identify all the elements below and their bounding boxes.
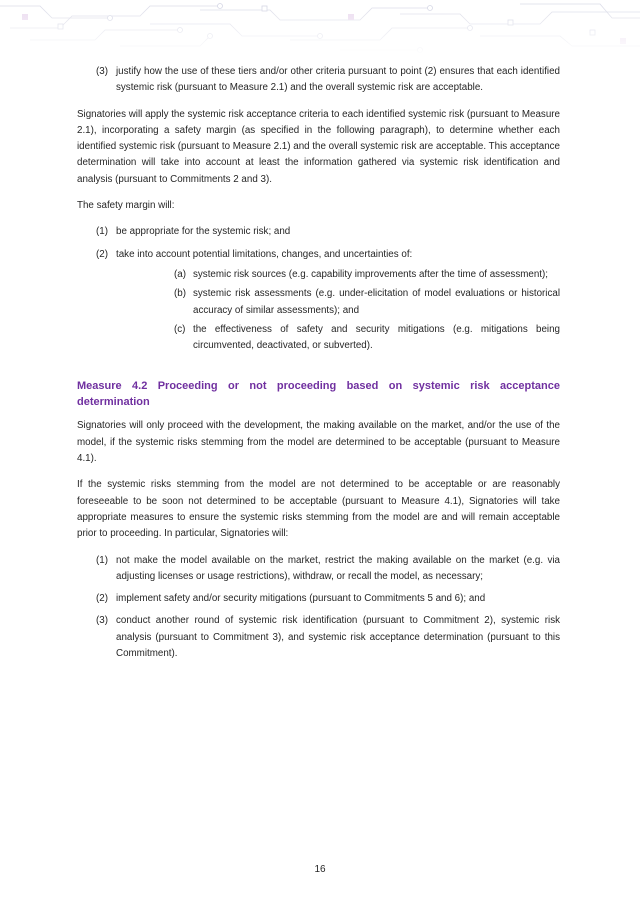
list-item-text: not make the model available on the market, restrict the making available on the market (e.g. via adjusting licenses or usage restrictions), withdraw, or recall the model, as necessary; — [116, 554, 560, 582]
list-item — [77, 224, 560, 240]
list-item-number: (1) — [96, 554, 108, 566]
list-item-text: justify how the use of these tiers and/or other criteria pursuant to point (2) ensures that each identified systemic risk (pursuant to Measure 2.1) and the overall systemic risk are acceptable. — [116, 66, 560, 94]
list-item-text: implement safety and/or security mitigations (pursuant to Commitments 5 and 6); and — [116, 593, 486, 605]
not-acceptable-paragraph: If the systemic risks stemming from the model are not determined to be acceptable or are reasonably foreseeable to be soon not determined to be acceptable (pursuant to Measure 4.1), Signatories will take appropriate measures to ensure the systemic risks stemming from the model are and will remain acceptable prior to proceeding. In particular, Signatories will: — [77, 479, 560, 540]
safety-margin-list — [77, 224, 560, 354]
sublist-item-text: systemic risk assessments (e.g. under-elicitation of model evaluations or historical accuracy of similar assessments); and — [193, 288, 560, 316]
list-item-text: take into account potential limitations, changes, and uncertainties of: — [116, 248, 413, 260]
sublist-item-letter: (c) — [174, 323, 186, 335]
list-item — [77, 553, 560, 586]
uncertainties-sublist — [116, 267, 560, 354]
list-item-number: (2) — [96, 593, 108, 605]
list-item-text: conduct another round of systemic risk identification (pursuant to Commitment 2), systemic risk analysis (pursuant to Commitment 3), and systemic risk acceptance determination (pursuant to this Commitment). — [116, 615, 560, 660]
sublist-item-text: systemic risk sources (e.g. capability improvements after the time of assessment); — [193, 268, 548, 280]
sublist-item — [116, 322, 560, 355]
sublist-item — [116, 267, 560, 283]
list-item — [77, 591, 560, 607]
list-item-number: (2) — [96, 248, 108, 260]
safety-margin-intro: The safety margin will: — [77, 200, 175, 212]
measures-list — [77, 553, 560, 663]
sublist-item-letter: (a) — [174, 268, 186, 280]
sublist-item — [116, 286, 560, 319]
acceptance-determination-paragraph: Signatories will apply the systemic risk acceptance criteria to each identified systemic risk (pursuant to Measure 2.1), incorporating a safety margin (as specified in the following paragraph), to determine whether each identified systemic risk (pursuant to Measure 2.1) and the overall systemic risk are acceptable. This acceptance determination will take into account at least the information gathered via systemic risk identification and analysis (pursuant to Commitments 2 and 3). — [77, 108, 560, 185]
page-content — [77, 64, 560, 672]
list-item-number: (3) — [96, 615, 108, 627]
list-item — [77, 247, 560, 355]
sublist-item-letter: (b) — [174, 288, 186, 300]
proceeding-paragraph: Signatories will only proceed with the development, the making available on the market, and/or the use of the model, if the systemic risks stemming from the model are determined to be acceptable (pursuant to Measure 4.1). — [77, 420, 560, 465]
list-item-number: (1) — [96, 226, 108, 238]
list-item — [77, 64, 560, 97]
decorative-circuit-banner — [0, 0, 640, 56]
acceptance-criteria-list-continued — [77, 64, 560, 97]
sublist-item-text: the effectiveness of safety and security mitigations (e.g. mitigations being circumvented, deactivated, or subverted). — [193, 323, 560, 352]
list-item-text: be appropriate for the systemic risk; and — [116, 226, 291, 238]
measure-4-2-heading: Measure 4.2 Proceeding or not proceeding based on systemic risk acceptance determination — [77, 380, 560, 409]
list-item-number: (3) — [96, 66, 108, 77]
list-item — [77, 613, 560, 662]
page-number: 16 — [314, 864, 326, 875]
